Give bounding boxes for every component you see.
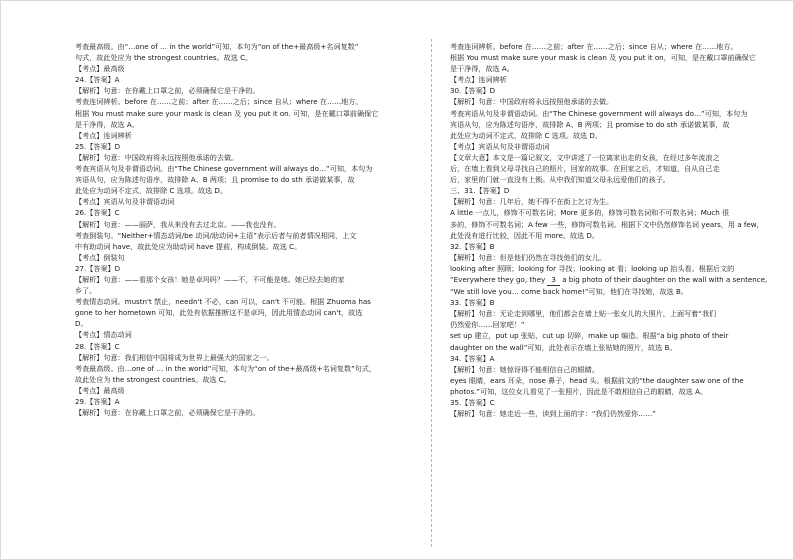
text-line: 34.【答案】A [450,353,495,363]
text-line: 27.【答案】D [75,263,121,273]
text-line: 宾语从句，应为陈述句语序，故排除 A、B 两项；且 promise to do sth 承诺做某事，故 [450,119,730,129]
text-line: 35.【答案】C [450,398,495,407]
text-line: D。 [75,319,88,329]
text-line: gone to her hometown 可知，此处有依据推断这不是卓玛，因此用情态动词 can't，故选 [75,308,363,318]
text-line: looking after 照顾；looking for 寻找；looking at 看；looking up 抬头看。根据后文的 [450,263,735,273]
blank-number: 3 [547,274,560,286]
text-line: 32.【答案】B [450,241,495,251]
text-line: 考查最高级。由…one of … in the world”可知，本句为“on of the+最高级+名词复数”句式， [75,363,377,373]
text-line: 28.【答案】C [75,341,120,351]
text-line: 后，在墙上看到父母寻找自己的照片，回家的故事。在回家之后，才知道，自从自己走 [450,164,720,174]
text-line: 【考点】连词辨析 [75,130,132,140]
text-line: 是干净得，故选 A。 [450,64,514,74]
text-line: photos.”可知，这位女儿看见了一张照片，因此是不敢相信自己的眼睛，故选 A。 [450,386,708,396]
text-line: 【解析】句意：她惊讶得不能相信自己的眼睛。 [450,364,599,374]
text-line: 多的，修饰不可数名词；A few 一些，修饰可数名词。根据下文中仍然修饰名词 years，用 a few， [450,219,764,229]
text-line: 【考点】连词辨析 [450,75,507,85]
text-line: 【考点】倒装句 [75,252,125,262]
text-line: “We still love you… come back home!”可知，他们在寻找她，故选 B。 [450,287,688,297]
text-line: 句式，故此处应为 the strongest countries。故选 C。 [75,53,253,63]
blank-before-text: “Everywhere they go, they [450,274,548,284]
text-line: 【解析】句意：我们相信中国将成为世界上最强大的国家之一。 [75,352,274,362]
text-line: 29.【答案】A [75,397,120,406]
text-line: 考查宾语从句及非谓语动词。由“The Chinese government will always do…”可知，本句为 [75,164,373,174]
text-line: 考查连词辨析。before 在……之前；after 在……之后；since 自从；where 在……地方。 [450,42,738,51]
text-line: 考查倒装句。“Neither+情态动词/be 动词/助动词+主语”表示后者与前者情况相同，上文 [75,230,357,240]
column-divider [431,39,432,547]
text-line: 后，家里的门就一直没有上锁。从中我们知道父母永远爱他们的孩子。 [450,175,670,185]
left-column [75,41,415,418]
text-line: 【文章大意】本文是一篇记叙文，文中讲述了一位离家出走的女孩，在经过多年流浪之 [450,152,720,162]
text-line: 中有助动词 have，故此处应为助动词 have 提前，构成倒装。故选 C。 [75,241,302,251]
text-line: 考查宾语从句及非谓语动词。由“The Chinese government will always do…”可知，本句为 [450,108,748,118]
text-line: eyes 眼睛，ears 耳朵，nose 鼻子，head 头。根据前文的“the daughter saw one of the [450,375,744,385]
text-line: 考查情态动词。mustn't 禁止，needn't 不必，can 可以，can't 不可能。根据 Zhuoma has [75,297,371,307]
text-line: 考查最高级。由“…one of … in the world”可知，本句为“on of the+最高级+名词复数” [75,42,359,51]
text-line: 根据 You must make sure your mask is clean 及 you put it on，可知，是在戴口罩前确保它 [450,53,756,63]
text-line: 此处应为动词不定式，故排除 C 选项。故选 D。 [75,186,227,196]
text-line: 【考点】宾语从句及非谓语动词 [450,141,550,151]
text-line: 此处应为动词不定式，故排除 C 选项。故选 D。 [450,130,602,140]
text-line: 【解析】句意：——丽萨，我从来没有去过北京。——我也没有。 [75,219,281,229]
text-line: 此处没有进行比较，因此不用 more。故选 D。 [450,230,599,240]
text-line: 宾语从句，应为陈述句语序，故排除 A、B 两项；且 promise to do sth 承诺做某事，故 [75,175,355,185]
text-line: 考查连词辨析。before 在……之前；after 在……之后；since 自从；where 在……地方。 [75,97,363,107]
text-line: 【解析】句意：在你戴上口罩之前，必须确保它是干净的。 [75,408,260,418]
text-line: 【解析】句意：但是他们仍然在寻找他们的女儿。 [450,252,607,262]
text-line: 30.【答案】D [450,86,496,96]
text-line: 【解析】句意：几年后，她不得不在街上乞讨为生。 [450,197,614,207]
text-line: daughter on the wall”可知，此处表示在墙上张贴她的照片，故选 B。 [450,342,677,352]
text-line: 24.【答案】A [75,75,120,85]
text-line-with-blank [450,274,790,286]
text-line: 根据 You must make sure your mask is clean 及 you put it on. 可知，是在戴口罩前确保它 [75,108,379,118]
text-line: 【解析】句意：在你戴上口罩之前，必须确保它是干净的。 [75,86,260,96]
text-line: set up 建立，put up 张贴，cut up 切碎，make up 编造。根据“a big photo of their [450,331,729,341]
text-line: 仍然爱你……回家吧！” [450,320,525,330]
text-line: 【考点】最高级 [75,385,125,395]
text-line: 【考点】情态动词 [75,330,132,340]
text-line: 33.【答案】B [450,298,495,308]
text-line: 【解析】句意：中国政府将永远按照他承诺的去做。 [450,97,614,107]
text-line: 乡了。 [75,286,97,296]
text-line: 【解析】句意：无论走到哪里，他们都会在墙上贴一张女儿的大照片，上面写着“我们 [450,309,717,319]
text-line: 【考点】最高级 [75,64,125,74]
text-line: 三、31.【答案】D [450,186,510,196]
blank-after-text: a big photo of their daughter on the wall with a sentence, [559,274,768,284]
text-line: 【解析】句意：——看那个女孩！她是卓玛吗？——不，不可能是她。她已经去她的家 [75,274,345,284]
text-line: 是干净得，故选 A。 [75,119,139,129]
text-line: 【解析】句意：她走近一些，读到上面的字：“我们仍然爱你……” [450,409,656,419]
text-line: 【解析】句意：中国政府将永远按照他承诺的去做。 [75,152,239,162]
text-line: A little 一点儿，修饰不可数名词；More 更多的，修饰可数名词和不可数名词；Much 很 [450,208,730,218]
text-line: 25.【答案】D [75,141,121,151]
right-column [450,41,790,419]
text-line: 【考点】宾语从句及非谓语动词 [75,197,175,207]
text-line: 26.【答案】C [75,208,120,218]
text-line: 故此处应为 the strongest countries。故选 C。 [75,374,231,384]
